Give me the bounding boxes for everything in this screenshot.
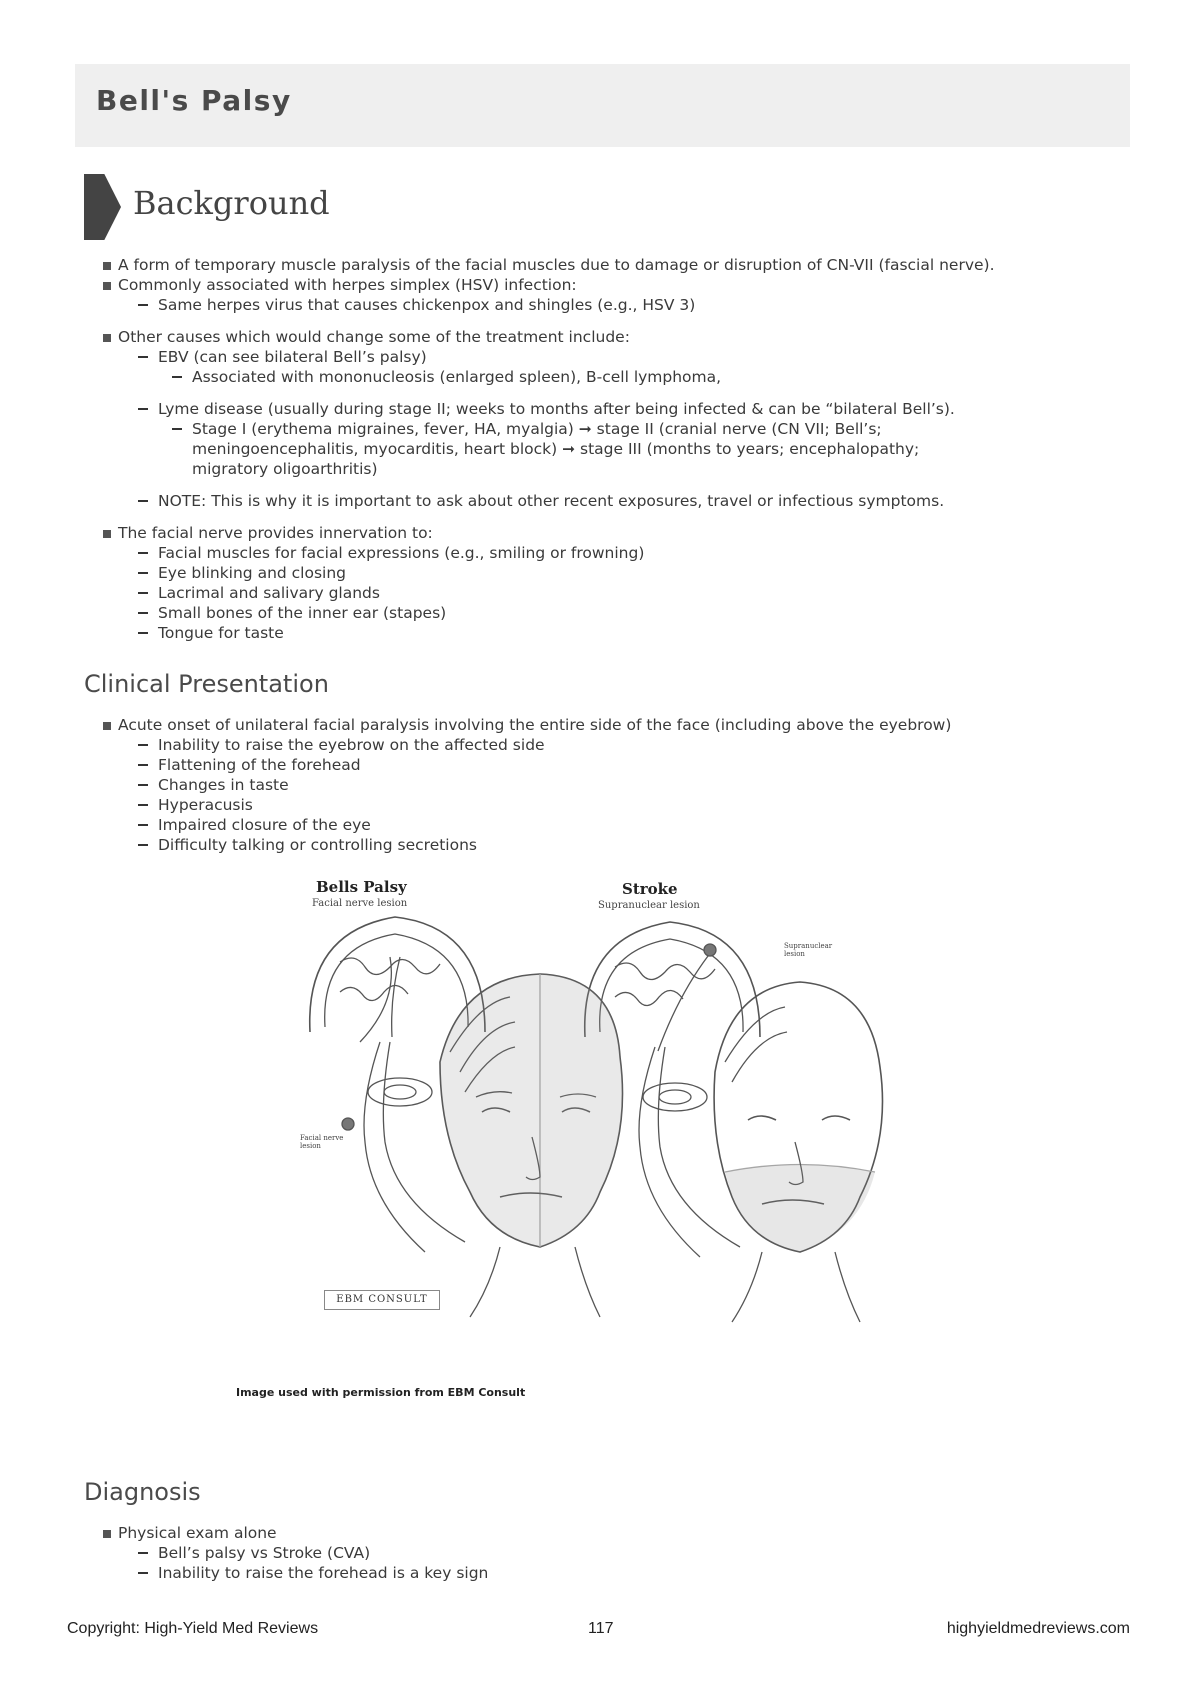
page-title: Bell's Palsy	[96, 84, 292, 117]
list-item: Difficulty talking or controlling secretions	[100, 835, 1120, 855]
list-item: EBV (can see bilateral Bell’s palsy)	[100, 347, 1120, 367]
list-item: Tongue for taste	[100, 623, 1120, 643]
list-item: Eye blinking and closing	[100, 563, 1120, 583]
clinical-heading: Clinical Presentation	[84, 670, 329, 698]
section-arrow-icon	[84, 174, 121, 240]
figure-right-title: Stroke	[622, 880, 678, 898]
list-item: Flattening of the forehead	[100, 755, 1120, 775]
footer-website[interactable]: highyieldmedreviews.com	[946, 1620, 1130, 1637]
list-item: A form of temporary muscle paralysis of the facial muscles due to damage or disruption of CN-VII (fascial nerve).	[100, 255, 1120, 275]
list-item: The facial nerve provides innervation to:	[100, 523, 1120, 543]
figure-left-lesion-label: Facial nerve lesion	[300, 1134, 344, 1150]
list-item: Small bones of the inner ear (stapes)	[100, 603, 1120, 623]
list-item: Same herpes virus that causes chickenpox and shingles (e.g., HSV 3)	[100, 295, 1120, 315]
list-item: Other causes which would change some of the treatment include:	[100, 327, 1120, 347]
figure-left-subtitle: Facial nerve lesion	[312, 898, 408, 909]
list-item: Lacrimal and salivary glands	[100, 583, 1120, 603]
list-item: Physical exam alone	[100, 1523, 1120, 1543]
footer-copyright: Copyright: High-Yield Med Reviews	[67, 1620, 319, 1637]
figure-left-title: Bells Palsy	[316, 878, 407, 896]
list-item: Inability to raise the eyebrow on the affected side	[100, 735, 1120, 755]
figure-right-subtitle: Supranuclear lesion	[598, 900, 700, 911]
list-item: Bell’s palsy vs Stroke (CVA)	[100, 1543, 1120, 1563]
diagnosis-list	[100, 1523, 1120, 1583]
figure-illustration	[300, 872, 950, 1342]
list-item: Lyme disease (usually during stage II; weeks to months after being infected & can be “bilateral Bell’s).	[100, 399, 1120, 419]
list-item: Impaired closure of the eye	[100, 815, 1120, 835]
list-item: Acute onset of unilateral facial paralysis involving the entire side of the face (including above the eyebrow)	[100, 715, 1120, 735]
list-item: Commonly associated with herpes simplex (HSV) infection:	[100, 275, 1120, 295]
list-item: NOTE: This is why it is important to ask about other recent exposures, travel or infectious symptoms.	[100, 491, 1120, 511]
diagnosis-heading: Diagnosis	[84, 1478, 201, 1506]
ebm-consult-logo: EBM CONSULT	[324, 1290, 440, 1310]
list-item: Changes in taste	[100, 775, 1120, 795]
background-list	[100, 255, 1120, 643]
background-heading: Background	[133, 184, 330, 222]
figure-caption: Image used with permission from EBM Consult	[236, 1386, 526, 1399]
list-item: Inability to raise the forehead is a key sign	[100, 1563, 1120, 1583]
list-item: Hyperacusis	[100, 795, 1120, 815]
title-bar	[75, 64, 1130, 147]
footer-page-number: 117	[588, 1620, 614, 1637]
clinical-list	[100, 715, 1120, 855]
list-item: Facial muscles for facial expressions (e.g., smiling or frowning)	[100, 543, 1120, 563]
list-item: Stage I (erythema migraines, fever, HA, myalgia) ➞ stage II (cranial nerve (CN VII; Bell’s; meningoencephalitis, myocarditis, heart block) ➞ stage III (months to years; encephalopathy; migratory oligoarthritis)	[100, 419, 1120, 479]
list-item: Associated with mononucleosis (enlarged spleen), B-cell lymphoma,	[100, 367, 1120, 387]
figure-right-lesion-label: Supranuclear lesion	[784, 942, 833, 958]
bells-vs-stroke-figure	[300, 872, 950, 1342]
